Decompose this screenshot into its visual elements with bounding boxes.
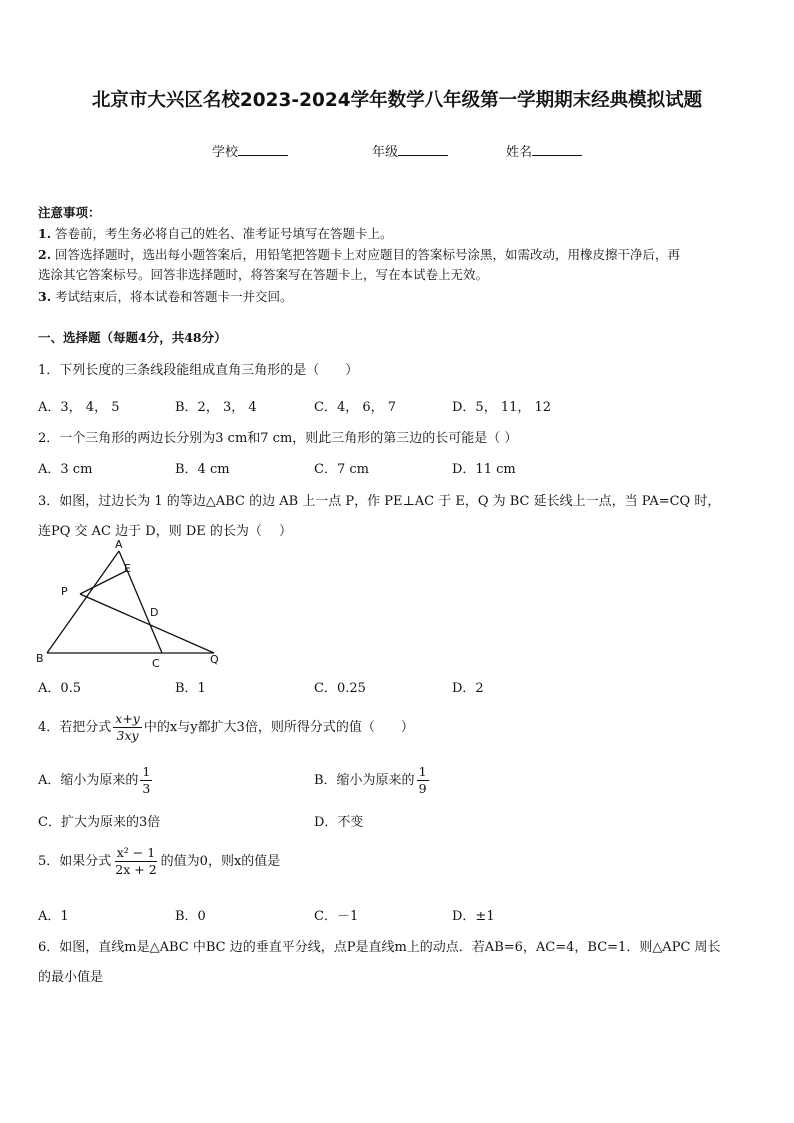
q5-stem-pre: 5．如果分式 [38, 854, 112, 869]
q4-option-b-num: 1 [418, 764, 427, 779]
segment-ba [47, 551, 119, 653]
question-3-stem-line1: 3．如图，过边长为 1 的等边△ABC 的边 AB 上一点 P，作 PE⊥AC 于 E，Q 为 BC 延长线上一点，当 PA=CQ 时， [38, 494, 721, 509]
q1-option-b: B．2， 3， 4 [175, 400, 257, 415]
label-b: B [36, 652, 44, 665]
q4-option-b [314, 764, 431, 797]
question-2-stem: 2．一个三角形的两边长分别为3 cm和7 cm，则此三角形的第三边的长可能是（ ） [38, 431, 518, 446]
q4-frac-den: 3xy [116, 728, 139, 743]
notice-heading: 注意事项： [38, 205, 101, 220]
question-6-line2: 的最小值是 [38, 970, 104, 985]
notice-item-1 [38, 224, 393, 242]
grade-field [372, 141, 448, 160]
name-label: 姓名 [506, 145, 533, 160]
q5-option-b: B．0 [175, 909, 206, 924]
question-3-stem-line2: 连PQ 交 AC 边于 D，则 DE 的长为（ ） [38, 524, 293, 539]
q5-stem-post: 的值为0，则x的值是 [160, 854, 281, 869]
notice-item-2-text: 回答选择题时，选出每小题答案后，用铅笔把答题卡上对应题目的答案标号涂黑，如需改动，用橡皮擦干净后，再 [55, 247, 681, 262]
page-title: 北京市大兴区名校2023-2024学年数学八年级第一学期期末经典模拟试题 [91, 90, 703, 111]
label-p: P [61, 585, 68, 598]
q5-frac-den: 2x + 2 [115, 862, 157, 877]
q4-option-a-frac [140, 764, 152, 797]
q4-option-a [38, 764, 154, 797]
question-1-stem: 1．下列长度的三条线段能组成直角三角形的是（ ） [38, 363, 359, 378]
notice-item-3-num: 3. [38, 289, 52, 304]
q4-option-a-den: 3 [142, 781, 151, 796]
q4-option-b-den: 9 [418, 781, 427, 796]
q2-option-b: B．4 cm [175, 462, 230, 477]
segment-pq [80, 594, 214, 653]
q4-option-b-text: B．缩小为原来的 [314, 773, 415, 788]
q1-option-d: D．5， 11， 12 [452, 400, 552, 415]
q4-option-a-text: A．缩小为原来的 [38, 773, 139, 788]
label-e: E [124, 562, 131, 575]
q4-fraction [113, 711, 142, 744]
grade-blank [398, 143, 448, 156]
q3-option-d: D．2 [452, 681, 484, 696]
q3-option-c: C．0.25 [314, 681, 366, 696]
name-blank [532, 143, 582, 156]
label-c: C [152, 657, 160, 670]
q2-option-d: D．11 cm [452, 462, 516, 477]
q2-option-c: C．7 cm [314, 462, 369, 477]
q5-option-a: A．1 [38, 909, 69, 924]
q3-option-b: B．1 [175, 681, 206, 696]
notice-item-2-num: 2. [38, 247, 52, 262]
q4-option-b-frac [417, 764, 429, 797]
notice-item-2-cont: 选涂其它答案标号。回答非选择题时，将答案写在答题卡上，写在本试卷上无效。 [38, 267, 489, 282]
question-6-line1: 6．如图，直线m是△ABC 中BC 边的垂直平分线，点P是直线m上的动点．若AB=6，AC=4，BC=1．则△APC 周长 [38, 940, 721, 955]
section-heading: 一、选择题（每题4分，共48分） [38, 330, 227, 345]
notice-item-1-text: 答卷前，考生务必将自己的姓名、准考证号填写在答题卡上。 [55, 226, 393, 241]
q5-fraction [113, 845, 158, 878]
q1-option-c: C．4， 6， 7 [314, 400, 397, 415]
notice-item-2 [38, 245, 680, 263]
notice-item-3 [38, 287, 293, 305]
q3-option-a: A．0.5 [38, 681, 82, 696]
q2-option-a: A．3 cm [38, 462, 93, 477]
label-d: D [150, 606, 159, 619]
question-4-stem [38, 711, 414, 744]
q4-option-d: D．不变 [314, 815, 364, 830]
q1-option-a: A．3， 4， 5 [38, 400, 120, 415]
notice-item-1-num: 1. [38, 226, 52, 241]
label-a: A [115, 538, 123, 551]
school-field [212, 141, 288, 160]
triangle-figure [30, 536, 230, 672]
q5-option-d: D．±1 [452, 909, 495, 924]
notice-item-3-text: 考试结束后，将本试卷和答题卡一并交回。 [55, 289, 293, 304]
q4-option-a-num: 1 [142, 764, 151, 779]
q4-stem-post: 中的x与y都扩大3倍，则所得分式的值（ ） [143, 720, 414, 735]
grade-label: 年级 [372, 145, 399, 160]
question-5-stem [38, 845, 280, 878]
name-field [506, 141, 582, 160]
label-q: Q [210, 653, 219, 666]
q4-frac-num: x+y [115, 711, 140, 726]
q4-stem-pre: 4．若把分式 [38, 720, 112, 735]
school-label: 学校 [212, 145, 239, 160]
q4-option-c: C．扩大为原来的3倍 [38, 815, 161, 830]
q5-option-c: C．－1 [314, 909, 359, 924]
q5-frac-num: x² − 1 [116, 845, 156, 860]
school-blank [238, 143, 288, 156]
